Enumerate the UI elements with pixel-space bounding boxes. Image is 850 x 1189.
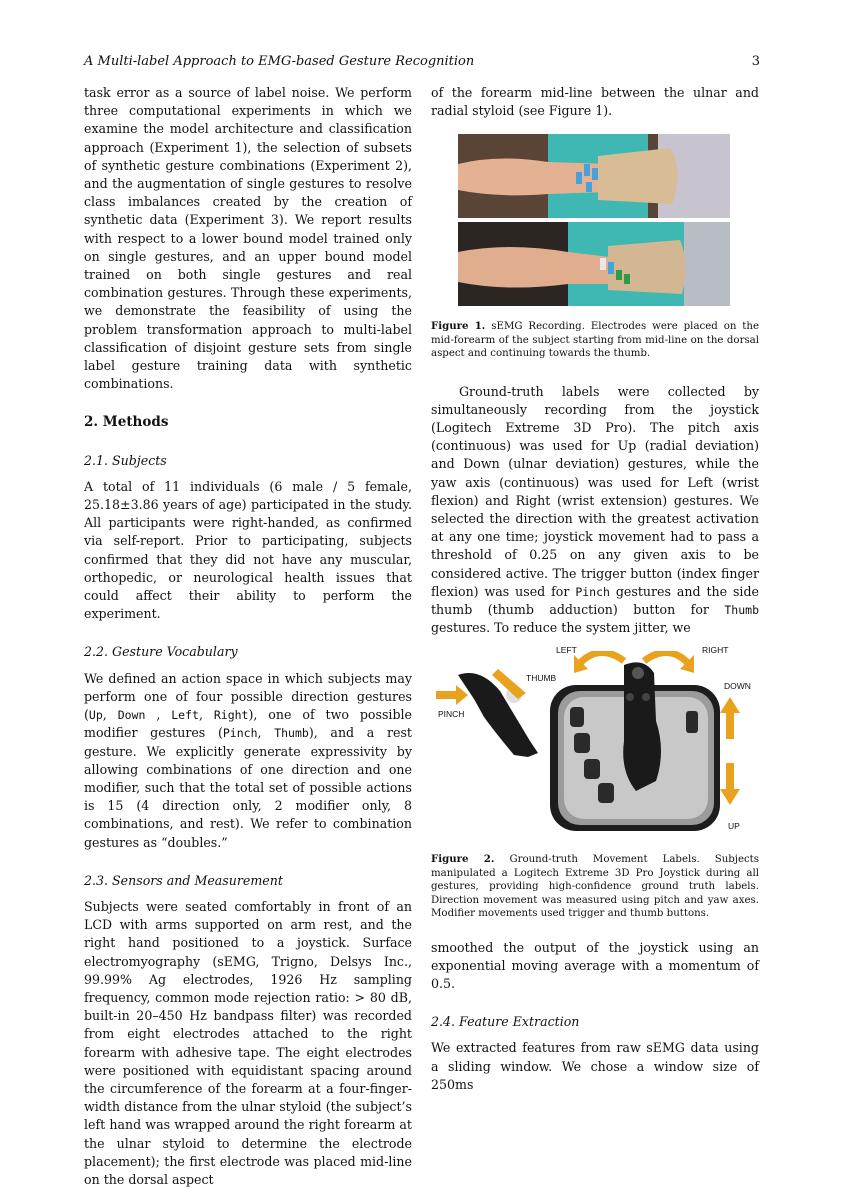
- vocab-up-code: Up: [88, 708, 103, 723]
- feature-extraction-paragraph: We extracted features from raw sEMG data using a sliding window. We chose a window size of 250ms: [431, 1040, 759, 1092]
- vocab-right-code: Right: [213, 708, 249, 723]
- gt-thumb-code: Thumb: [724, 603, 759, 618]
- gt-text-2: gestures and the side thumb (thumb adduction) button for: [431, 583, 759, 618]
- figure-1-text: sEMG Recording. Electrodes were placed on the mid-forearm of the subject starting from mid-line on the dorsal aspect and continuing towards the thumb.: [431, 321, 759, 360]
- figure-2-label: Figure 2.: [431, 853, 495, 866]
- fig2-right-label: RIGHT: [702, 645, 729, 656]
- running-title: A Multi-label Approach to EMG-based Gesture Recognition: [84, 54, 475, 69]
- vocab-text-2: ), one of two possible modifier gestures (: [84, 707, 412, 741]
- gt-text-3: gestures. To reduce the system jitter, we: [431, 620, 691, 636]
- feature-extraction-heading: 2.4. Feature Extraction: [431, 1014, 580, 1030]
- figure-1-label: Figure 1.: [431, 320, 486, 333]
- page-number: 3: [751, 54, 760, 69]
- subjects-heading: 2.1. Subjects: [84, 452, 167, 468]
- vocab-down-code: Down: [117, 708, 146, 723]
- fig2-pinch-label: PINCH: [438, 709, 465, 720]
- figure-2-image: [434, 645, 756, 839]
- vocab-sep-3: ,: [198, 707, 214, 723]
- sensors-heading: 2.3. Sensors and Measurement: [84, 872, 283, 888]
- gt-text-1: Ground-truth labels were collected by simultaneously recording from the joystick (Logitech Extreme 3D Pro). The pitch axis (continuous) was used for Up (radial deviation) and Down (ulnar deviation) gestures, while the yaw axis (continuous) was used for Left (wrist flexion) and Right (wrist extension) gestures. We selected the direction with the greatest activation at any one time; joystick movement had to pass a threshold of 0.25 on any given axis to be considered active. The trigger button (index finger flexion) was used for: [431, 383, 759, 599]
- fig2-down-label: DOWN: [724, 681, 751, 692]
- gt-pinch-code: Pinch: [575, 584, 610, 599]
- fig2-thumb-label: THUMB: [526, 673, 557, 684]
- smoothing-paragraph: smoothed the output of the joystick using an exponential moving average with a momentum of 0.5.: [431, 939, 759, 991]
- fig2-left-label: LEFT: [556, 645, 577, 656]
- intro-paragraph: task error as a source of label noise. We perform three computational experiments in which we examine the model architecture and classification approach (Experiment 1), the selection of subsets of synthetic gesture combinations (Experiment 2), and the augmentation of single gestures to resolve class imbalances created by the creation of synthetic data (Experiment 3). We report results with respect to a lower bound model trained only on single gestures, and an upper bound model trained on both single gestures and real combination gestures. Through these experiments, we demonstrate the feasibility of using the problem transformation approach to multi-label classification of disjoint gesture sets from single label gesture training data with synthetic combinations.: [84, 85, 412, 392]
- continuation-paragraph: of the forearm mid-line between the ulnar and radial styloid (see Figure 1).: [431, 85, 759, 119]
- vocab-left-code: Left: [171, 708, 199, 723]
- figure-1-image: [458, 134, 730, 306]
- semg-photo: [458, 134, 730, 306]
- vocabulary-paragraph: [84, 670, 412, 852]
- methods-heading: 2. Methods: [84, 414, 169, 431]
- right-column: [431, 84, 759, 1094]
- vocab-sep-1: ,: [102, 707, 118, 723]
- vocabulary-heading: 2.2. Gesture Vocabulary: [84, 644, 238, 660]
- left-column: [84, 84, 412, 1189]
- figure-2-text: Ground-truth Movement Labels. Subjects manipulated a Logitech Extreme 3D Pro Joystick during all gestures, providing high-confidence ground truth labels. Direction movement was measured using pitch and yaw axes. Modifier movements used trigger and thumb buttons.: [431, 854, 759, 920]
- ground-truth-paragraph: [431, 383, 759, 638]
- subjects-paragraph: A total of 11 individuals (6 male / 5 female, 25.18±3.86 years of age) participated in the study. All participants were right-handed, as confirmed via self-report. Prior to participating, subjects confirmed that they did not have any muscular, orthopedic, or neurological health issues that could affect their ability to perform the experiment.: [84, 478, 412, 622]
- figure-1-caption: [431, 320, 759, 360]
- figure-2-caption: [431, 853, 759, 920]
- vocab-text-1: We defined an action space in which subjects may perform one of four possible direction gestures (: [84, 670, 412, 723]
- joystick-diagram: [434, 651, 756, 839]
- vocab-pinch-code: Pinch: [222, 726, 258, 741]
- vocab-text-3: ), and a rest gesture. We explicitly generate expressivity by allowing combinations of one direction and one modifier, such that the total set of possible actions is 15 (4 direction only, 2 modifier only, 8 combinations, and rest). We refer to combination gestures as “doubles.”: [84, 725, 412, 850]
- running-header: [84, 54, 760, 72]
- sensors-paragraph: Subjects were seated comfortably in front of an LCD with arms supported on arm rest, and the right hand positioned to a joystick. Surface electromyography (sEMG, Trigno, Delsys Inc., 99.99% Ag electrodes, 1926 Hz sampling frequency, common mode rejection ratio: > 80 dB, built-in 20–450 Hz bandpass filter) was recorded from eight electrodes attached to the right forearm with adhesive tape. The eight electrodes were positioned with equidistant spacing around the circumference of the forearm at a four-finger-width distance from the ulnar styloid (the subject’s left hand was wrapped around the right forearm at the ulnar styloid to determine the electrode placement); the first electrode was placed mid-line on the dorsal aspect: [84, 898, 412, 1187]
- fig2-up-label: UP: [728, 821, 740, 832]
- vocab-sep-4: ,: [257, 725, 275, 741]
- vocab-thumb-code: Thumb: [274, 726, 309, 741]
- vocab-sep-2: ,: [145, 707, 172, 723]
